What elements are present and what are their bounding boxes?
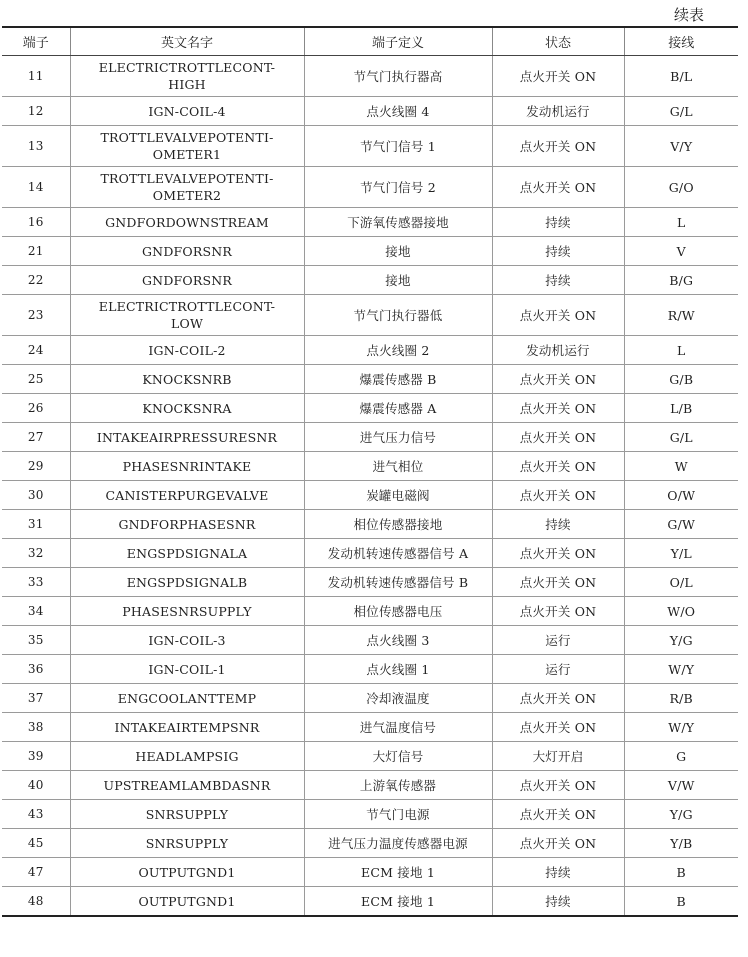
cell-english-name — [70, 126, 304, 167]
header-state: 状态 — [492, 27, 624, 56]
table-row — [2, 336, 738, 365]
cell-pin-definition: 相位传感器电压 — [304, 597, 492, 626]
english-name-line: TROTTLEVALVEPOTENTI- — [100, 130, 274, 145]
cell-state: 点火开关 ON — [492, 452, 624, 481]
cell-pin: 29 — [2, 452, 70, 481]
cell-pin: 27 — [2, 423, 70, 452]
cell-wiring: O/W — [624, 481, 738, 510]
english-name-line: IGN-COIL-1 — [148, 661, 226, 677]
cell-english-name — [70, 626, 304, 655]
cell-wiring: V/Y — [624, 126, 738, 167]
cell-state: 点火开关 ON — [492, 713, 624, 742]
cell-pin-definition: 发动机转速传感器信号 A — [304, 539, 492, 568]
table-row — [2, 771, 738, 800]
cell-state: 点火开关 ON — [492, 829, 624, 858]
cell-pin-definition: 节气门执行器高 — [304, 56, 492, 97]
english-name-line: OMETER2 — [152, 188, 222, 203]
table-row — [2, 742, 738, 771]
cell-state: 点火开关 ON — [492, 126, 624, 167]
cell-pin: 25 — [2, 365, 70, 394]
cell-pin-definition: 爆震传感器 B — [304, 365, 492, 394]
cell-pin-definition: 节气门信号 2 — [304, 167, 492, 208]
cell-pin-definition: 进气温度信号 — [304, 713, 492, 742]
cell-pin-definition: 上游氧传感器 — [304, 771, 492, 800]
english-name-line: GNDFORSNR — [142, 243, 232, 259]
cell-pin: 40 — [2, 771, 70, 800]
cell-state: 持续 — [492, 858, 624, 887]
cell-english-name — [70, 800, 304, 829]
english-name-line: SNRSUPPLY — [145, 806, 229, 822]
cell-wiring: G/B — [624, 365, 738, 394]
cell-english-name — [70, 295, 304, 336]
cell-pin: 24 — [2, 336, 70, 365]
english-name-line: KNOCKSNRB — [142, 371, 232, 387]
english-name-line: INTAKEAIRTEMPSNR — [114, 719, 260, 735]
english-name-line: TROTTLEVALVEPOTENTI- — [100, 171, 274, 186]
cell-state: 持续 — [492, 510, 624, 539]
cell-pin-definition: 节气门执行器低 — [304, 295, 492, 336]
cell-pin-definition: 爆震传感器 A — [304, 394, 492, 423]
english-name-line: IGN-COIL-3 — [148, 632, 226, 648]
cell-pin: 37 — [2, 684, 70, 713]
cell-state: 发动机运行 — [492, 336, 624, 365]
table-row — [2, 858, 738, 887]
header-pin: 端子 — [2, 27, 70, 56]
cell-state: 点火开关 ON — [492, 481, 624, 510]
cell-pin: 11 — [2, 56, 70, 97]
cell-pin: 35 — [2, 626, 70, 655]
cell-english-name — [70, 510, 304, 539]
cell-wiring: G/O — [624, 167, 738, 208]
cell-wiring: W/O — [624, 597, 738, 626]
table-row — [2, 684, 738, 713]
english-name-line: UPSTREAMLAMBDASNR — [103, 777, 271, 793]
terminal-table — [2, 26, 738, 917]
english-name-line: SNRSUPPLY — [145, 835, 229, 851]
cell-pin: 47 — [2, 858, 70, 887]
cell-wiring: W/Y — [624, 655, 738, 684]
english-name-line: GNDFORSNR — [142, 272, 232, 288]
cell-wiring: G — [624, 742, 738, 771]
table-row — [2, 266, 738, 295]
english-name-line: OMETER1 — [152, 147, 222, 162]
header-english-name: 英文名字 — [70, 27, 304, 56]
table-row — [2, 626, 738, 655]
header-wiring: 接线 — [624, 27, 738, 56]
table-row — [2, 539, 738, 568]
cell-wiring: Y/G — [624, 626, 738, 655]
header-pin-definition: 端子定义 — [304, 27, 492, 56]
cell-english-name — [70, 887, 304, 917]
cell-state: 运行 — [492, 626, 624, 655]
english-name-line: GNDFORDOWNSTREAM — [105, 214, 269, 230]
english-name-line: ENGSPDSIGNALA — [126, 545, 248, 561]
cell-pin-definition: 冷却液温度 — [304, 684, 492, 713]
table-row — [2, 167, 738, 208]
english-name-line: KNOCKSNRA — [142, 400, 232, 416]
cell-pin: 32 — [2, 539, 70, 568]
english-name-line: PHASESNRINTAKE — [122, 458, 252, 474]
table-row — [2, 126, 738, 167]
cell-state: 点火开关 ON — [492, 800, 624, 829]
cell-pin: 45 — [2, 829, 70, 858]
english-name-line: ENGCOOLANTTEMP — [117, 690, 257, 706]
cell-pin: 14 — [2, 167, 70, 208]
cell-pin-definition: 发动机转速传感器信号 B — [304, 568, 492, 597]
table-row — [2, 56, 738, 97]
table-row — [2, 237, 738, 266]
cell-pin-definition: 点火线圈 2 — [304, 336, 492, 365]
cell-wiring: Y/G — [624, 800, 738, 829]
english-name-line: CANISTERPURGEVALVE — [105, 487, 269, 503]
cell-wiring: W/Y — [624, 713, 738, 742]
cell-wiring: G/L — [624, 97, 738, 126]
cell-state: 持续 — [492, 266, 624, 295]
table-row — [2, 452, 738, 481]
cell-wiring: O/L — [624, 568, 738, 597]
english-name-line: ENGSPDSIGNALB — [126, 574, 248, 590]
cell-english-name — [70, 481, 304, 510]
english-name-line: INTAKEAIRPRESSURESNR — [96, 429, 278, 445]
cell-state: 点火开关 ON — [492, 771, 624, 800]
cell-english-name — [70, 655, 304, 684]
cell-pin: 13 — [2, 126, 70, 167]
cell-wiring: W — [624, 452, 738, 481]
cell-wiring: B/L — [624, 56, 738, 97]
cell-pin-definition: 进气相位 — [304, 452, 492, 481]
cell-english-name — [70, 336, 304, 365]
cell-wiring: L — [624, 336, 738, 365]
english-name-line: IGN-COIL-2 — [148, 342, 226, 358]
cell-pin-definition: 点火线圈 4 — [304, 97, 492, 126]
cell-english-name — [70, 237, 304, 266]
table-row — [2, 365, 738, 394]
cell-pin-definition: ECM 接地 1 — [304, 887, 492, 917]
cell-english-name — [70, 56, 304, 97]
table-header — [2, 27, 738, 56]
cell-wiring: V — [624, 237, 738, 266]
cell-wiring: Y/B — [624, 829, 738, 858]
cell-pin: 31 — [2, 510, 70, 539]
english-name-line: GNDFORPHASESNR — [118, 516, 256, 532]
english-name-line: OUTPUTGND1 — [138, 864, 236, 880]
cell-pin-definition: 接地 — [304, 266, 492, 295]
cell-pin: 34 — [2, 597, 70, 626]
english-name-line: PHASESNRSUPPLY — [122, 603, 252, 619]
cell-english-name — [70, 208, 304, 237]
cell-state: 点火开关 ON — [492, 56, 624, 97]
cell-state: 点火开关 ON — [492, 394, 624, 423]
english-name-line: ELECTRICTROTTLECONT- — [98, 299, 276, 314]
cell-state: 点火开关 ON — [492, 597, 624, 626]
cell-wiring: G/W — [624, 510, 738, 539]
english-name-line: OUTPUTGND1 — [138, 893, 236, 909]
cell-wiring: G/L — [624, 423, 738, 452]
cell-english-name — [70, 97, 304, 126]
cell-pin-definition: 相位传感器接地 — [304, 510, 492, 539]
cell-state: 点火开关 ON — [492, 295, 624, 336]
cell-english-name — [70, 858, 304, 887]
cell-pin: 43 — [2, 800, 70, 829]
table-row — [2, 568, 738, 597]
cell-pin-definition: 大灯信号 — [304, 742, 492, 771]
cell-pin: 36 — [2, 655, 70, 684]
cell-wiring: B — [624, 887, 738, 917]
cell-pin-definition: ECM 接地 1 — [304, 858, 492, 887]
cell-english-name — [70, 452, 304, 481]
cell-english-name — [70, 423, 304, 452]
cell-english-name — [70, 568, 304, 597]
cell-pin: 16 — [2, 208, 70, 237]
english-name-line: HIGH — [168, 77, 206, 92]
english-name-line: HEADLAMPSIG — [135, 748, 239, 764]
table-row — [2, 597, 738, 626]
cell-pin: 48 — [2, 887, 70, 917]
cell-state: 发动机运行 — [492, 97, 624, 126]
table-row — [2, 97, 738, 126]
cell-state: 持续 — [492, 208, 624, 237]
cell-english-name — [70, 167, 304, 208]
table-row — [2, 295, 738, 336]
cell-english-name — [70, 597, 304, 626]
cell-state: 点火开关 ON — [492, 365, 624, 394]
cell-english-name — [70, 771, 304, 800]
cell-state: 点火开关 ON — [492, 423, 624, 452]
cell-english-name — [70, 365, 304, 394]
cell-pin: 30 — [2, 481, 70, 510]
cell-pin-definition: 进气压力温度传感器电源 — [304, 829, 492, 858]
cell-pin-definition: 节气门信号 1 — [304, 126, 492, 167]
cell-pin-definition: 点火线圈 1 — [304, 655, 492, 684]
cell-pin-definition: 炭罐电磁阀 — [304, 481, 492, 510]
cell-pin-definition: 节气门电源 — [304, 800, 492, 829]
cell-pin-definition: 接地 — [304, 237, 492, 266]
cell-pin: 23 — [2, 295, 70, 336]
cell-pin: 38 — [2, 713, 70, 742]
table-row — [2, 800, 738, 829]
cell-wiring: L — [624, 208, 738, 237]
cell-state: 大灯开启 — [492, 742, 624, 771]
table-row — [2, 481, 738, 510]
cell-wiring: Y/L — [624, 539, 738, 568]
cell-english-name — [70, 684, 304, 713]
table-row — [2, 510, 738, 539]
cell-pin: 39 — [2, 742, 70, 771]
cell-wiring: B/G — [624, 266, 738, 295]
cell-english-name — [70, 266, 304, 295]
cell-english-name — [70, 742, 304, 771]
cell-pin-definition: 下游氧传感器接地 — [304, 208, 492, 237]
table-row — [2, 713, 738, 742]
table-row — [2, 829, 738, 858]
cell-pin: 26 — [2, 394, 70, 423]
cell-pin: 22 — [2, 266, 70, 295]
english-name-line: ELECTRICTROTTLECONT- — [98, 60, 276, 75]
cell-wiring: R/W — [624, 295, 738, 336]
cell-pin-definition: 点火线圈 3 — [304, 626, 492, 655]
table-row — [2, 394, 738, 423]
cell-pin: 33 — [2, 568, 70, 597]
cell-state: 持续 — [492, 887, 624, 917]
cell-pin: 21 — [2, 237, 70, 266]
table-row — [2, 887, 738, 917]
cell-pin-definition: 进气压力信号 — [304, 423, 492, 452]
table-row — [2, 423, 738, 452]
cell-english-name — [70, 394, 304, 423]
cell-wiring: L/B — [624, 394, 738, 423]
cell-state: 运行 — [492, 655, 624, 684]
cell-state: 持续 — [492, 237, 624, 266]
cell-english-name — [70, 539, 304, 568]
cell-wiring: B — [624, 858, 738, 887]
cell-wiring: V/W — [624, 771, 738, 800]
cell-wiring: R/B — [624, 684, 738, 713]
cell-english-name — [70, 829, 304, 858]
cell-state: 点火开关 ON — [492, 539, 624, 568]
cell-state: 点火开关 ON — [492, 568, 624, 597]
header-row — [2, 27, 738, 56]
cell-english-name — [70, 713, 304, 742]
table-row — [2, 208, 738, 237]
table-body — [2, 56, 738, 917]
cell-state: 点火开关 ON — [492, 167, 624, 208]
english-name-line: IGN-COIL-4 — [148, 103, 226, 119]
cell-state: 点火开关 ON — [492, 684, 624, 713]
cell-pin: 12 — [2, 97, 70, 126]
english-name-line: LOW — [171, 316, 203, 331]
continued-label: 续表 — [673, 6, 704, 24]
table-row — [2, 655, 738, 684]
